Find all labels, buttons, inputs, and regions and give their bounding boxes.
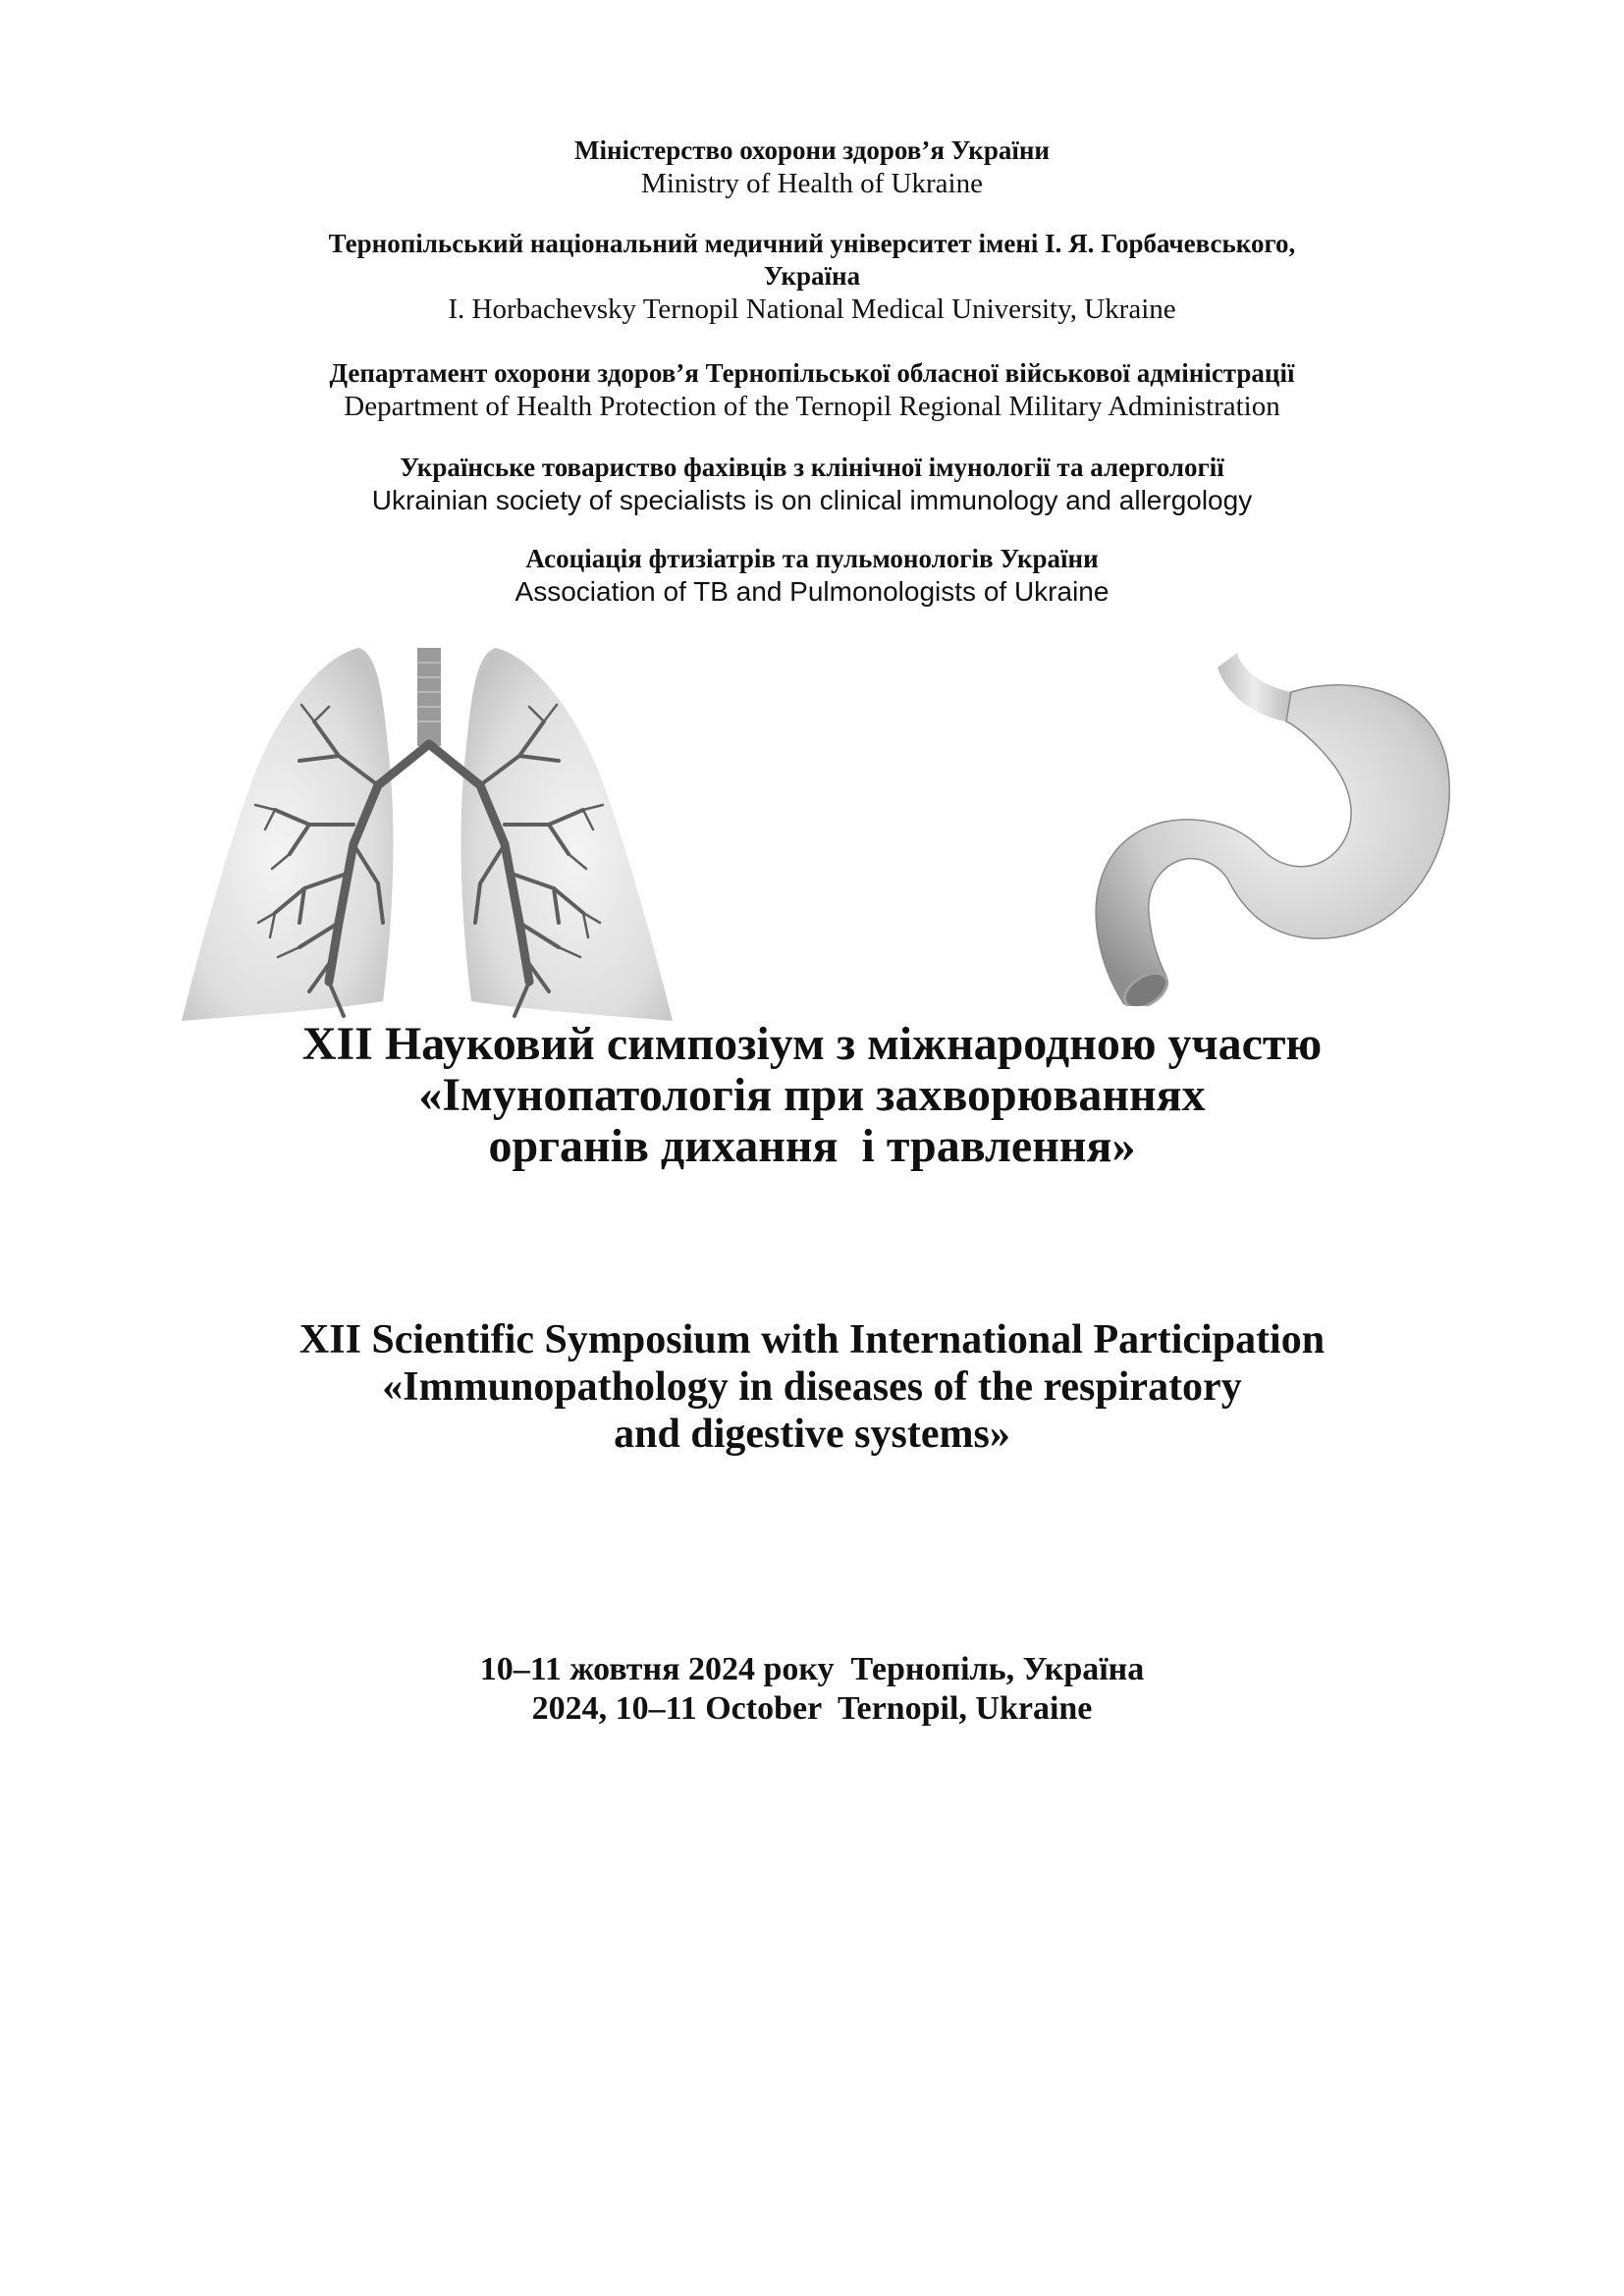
lungs-illustration (182, 628, 673, 1031)
org-name-uk: Міністерство охорони здоров’я України (574, 135, 1050, 165)
org-tb-association (0, 543, 1624, 609)
org-university (0, 228, 1624, 327)
org-immunology-society (0, 452, 1624, 517)
org-name-en: I. Horbachevsky Ternopil National Medical University, Ukraine (448, 293, 1176, 325)
event-dates (0, 1650, 1624, 1729)
title-uk-line-3: органів дихання і травлення» (488, 1120, 1136, 1172)
org-name-en: Ministry of Health of Ukraine (641, 167, 983, 199)
title-en-line-3: and digestive systems» (614, 1412, 1010, 1457)
stomach-body (1096, 685, 1449, 1004)
dates-en: 2024, 10–11 October Ternopil, Ukraine (531, 1690, 1093, 1727)
title-en-line-2: «Immunopathology in diseases of the respiratory (382, 1364, 1242, 1410)
org-name-uk: Українське товариство фахівців з клінічної імунології та алергології (400, 453, 1224, 482)
title-uk-line-2: «Імунопатологія при захворюваннях (418, 1069, 1206, 1121)
org-name-uk: Департамент охорони здоров’я Тернопільської обласної військової адміністрації (329, 358, 1295, 388)
symposium-title-en (0, 1316, 1624, 1458)
org-name-en: Department of Health Protection of the Ternopil Regional Military Administration (344, 390, 1280, 422)
dates-uk: 10–11 жовтня 2024 року Тернопіль, Україна (479, 1651, 1145, 1687)
right-lung-shape (461, 648, 673, 1021)
esophagus (1218, 653, 1291, 721)
org-name-en: Association of TB and Pulmonologists of Ukraine (514, 575, 1110, 607)
title-uk-line-1: XII Науковий симпозіум з міжнародною участю (301, 1018, 1323, 1070)
org-name-uk-line-2: Україна (763, 260, 861, 291)
org-name-uk-line-1: Тернопільський національний медичний університет імені І. Я. Горбачевського, (328, 229, 1296, 258)
org-name-en: Ukrainian society of specialists is on clinical immunology and allergology (371, 484, 1253, 515)
org-name-uk: Асоціація фтизіатрів та пульмонологів України (525, 544, 1099, 573)
title-en-line-1: XII Scientific Symposium with International Participation (298, 1317, 1326, 1362)
stomach-illustration (1070, 643, 1463, 1006)
org-health-department (0, 357, 1624, 424)
org-ministry (0, 134, 1624, 201)
symposium-title-uk (0, 1019, 1624, 1172)
